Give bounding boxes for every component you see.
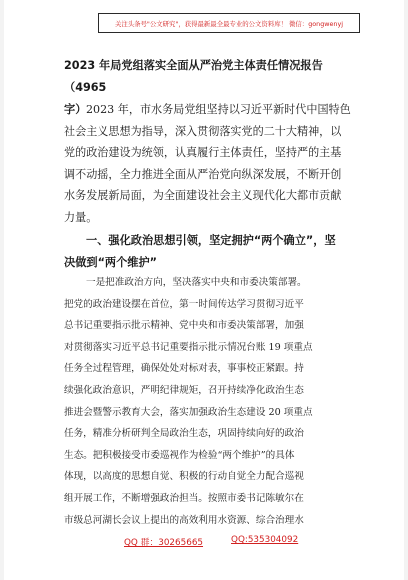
body-paragraph	[64, 272, 354, 531]
promo-banner[interactable]	[98, 13, 360, 33]
paragraph-line: 把党的政治建设摆在首位，第一时间传达学习贯彻习近平	[64, 298, 304, 310]
paragraph-line: 社会主义思想为指导，深入贯彻落实党的二十大精神，以	[64, 124, 342, 138]
paragraph-line: 组开展工作，不断增强政治担当。按照市委书记陈敏尔在	[64, 492, 304, 504]
title-line: 字）	[64, 103, 87, 116]
paragraph-line: 市级总河湖长会议上提出的高效利用水资源、综合治理水	[64, 514, 304, 526]
heading-line: 一、强化政治思想引领，坚定拥护“两个确立”，坚	[86, 234, 336, 247]
heading-line: 决做到“两个维护”	[64, 256, 158, 269]
paragraph-line: 对贯彻落实习近平总书记重要指示批示情况台账 19 项重点	[64, 341, 313, 353]
paragraph-line: 体现，以高度的思想自觉、积极的行动自觉全力配合巡视	[64, 471, 304, 483]
paragraph-line: 力量。	[64, 210, 98, 224]
paragraph-line: 任务，精准分析研判全局政治生态，巩固持续向好的政治	[64, 428, 304, 440]
title-line: 2023 年局党组落实全面从严治党主体责任情况报告（4965	[64, 59, 323, 94]
paragraph-line: 2023 年，市水务局党组坚持以习近平新时代中国特色	[86, 103, 351, 116]
paragraph-line: 续强化政治意识，严明纪律规矩，召开持续净化政治生态	[64, 384, 304, 396]
footer-contacts	[124, 535, 324, 549]
promo-banner-text: 关注头条号"公文研究"，获得最新最全最专业的公文资料库！ 微信：gongwenyj	[114, 19, 344, 28]
qq-group-link[interactable]: QQ 群：30265665	[124, 538, 204, 548]
paragraph-line: 生态。把积极接受市委巡视作为检验“两个维护”的具体	[64, 449, 295, 461]
paragraph-line: 推进会暨警示教育大会，落实加强政治生态建设 20 项重点	[64, 406, 313, 418]
paragraph-line: 任务全过程管理，确保处处对标对表，事事校正紧跟。持	[64, 363, 304, 375]
intro-paragraph	[64, 99, 354, 229]
paragraph-line: 总书记重要指示批示精神、党中央和市委决策部署，加强	[64, 320, 304, 332]
paragraph-line: 党的政治建设为统领，认真履行主体责任，坚持严的主基	[64, 146, 342, 160]
qq-link[interactable]: QQ:535304092	[231, 535, 299, 545]
paragraph-line: 水务发展新局面，为全面建设社会主义现代化大都市贡献	[64, 189, 342, 203]
paragraph-line: 一是把准政治方向，坚决落实中央和市委决策部署。	[86, 277, 307, 288]
paragraph-line: 调不动摇，全力推进全面从严治党向纵深发展，不断开创	[64, 167, 342, 181]
document-page	[4, 0, 404, 580]
section-heading	[64, 230, 354, 274]
